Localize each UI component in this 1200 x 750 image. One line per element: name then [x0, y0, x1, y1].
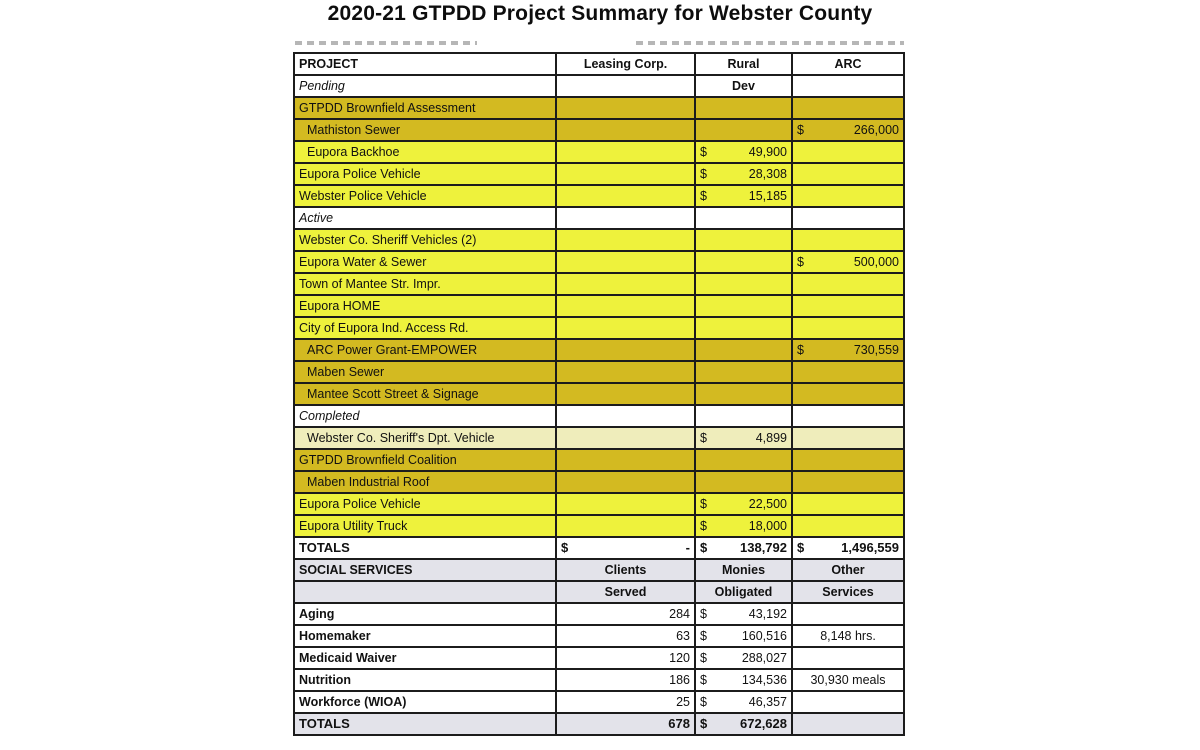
arc-cell: [792, 295, 904, 317]
arc-cell: [792, 493, 904, 515]
project-row: [294, 515, 904, 537]
social-header-row-2-other: Services: [792, 581, 904, 603]
project-row: [294, 163, 904, 185]
arc-cell: [792, 471, 904, 493]
social-header-row-2: [294, 581, 904, 603]
project-label: ARC Power Grant-EMPOWER: [294, 339, 556, 361]
project-row: [294, 273, 904, 295]
clients-served-cell: 25: [556, 691, 695, 713]
rural-cell: [695, 119, 792, 141]
leasing-cell: [556, 317, 695, 339]
project-label: Eupora Utility Truck: [294, 515, 556, 537]
arc-cell: [792, 163, 904, 185]
project-row: [294, 449, 904, 471]
arc-cell: [792, 97, 904, 119]
totals-label: TOTALS: [294, 537, 556, 559]
project-label: Maben Sewer: [294, 361, 556, 383]
other-services-cell: 8,148 hrs.: [792, 625, 904, 647]
arc-cell: [792, 185, 904, 207]
rural-cell: [695, 295, 792, 317]
rural-cell: $ 4,899: [695, 427, 792, 449]
project-label: Mathiston Sewer: [294, 119, 556, 141]
leasing-cell: [556, 141, 695, 163]
project-row: [294, 317, 904, 339]
arc-cell: [792, 361, 904, 383]
social-row: [294, 603, 904, 625]
leasing-cell: [556, 207, 695, 229]
social-totals-row: [294, 713, 904, 735]
rural-cell: $ 18,000: [695, 515, 792, 537]
project-row: [294, 427, 904, 449]
leasing-cell: [556, 361, 695, 383]
leasing-cell: [556, 75, 695, 97]
social-label: TOTALS: [294, 713, 556, 735]
leasing-cell: [556, 295, 695, 317]
project-label: GTPDD Brownfield Assessment: [294, 97, 556, 119]
project-row: [294, 383, 904, 405]
project-label: Eupora Police Vehicle: [294, 163, 556, 185]
leasing-cell: [556, 427, 695, 449]
totals-leasing: $ -: [556, 537, 695, 559]
social-row: [294, 625, 904, 647]
leasing-cell: [556, 229, 695, 251]
social-header-row-1-clients: Clients: [556, 559, 695, 581]
other-services-cell: [792, 647, 904, 669]
rural-cell: [695, 229, 792, 251]
social-label: Workforce (WIOA): [294, 691, 556, 713]
other-services-cell: [792, 713, 904, 735]
arc-cell: $ 266,000: [792, 119, 904, 141]
projects-totals-row: [294, 537, 904, 559]
social-row: [294, 691, 904, 713]
social-header-row-1: [294, 559, 904, 581]
rural-cell: [695, 207, 792, 229]
rural-cell: [695, 361, 792, 383]
col-header-project: PROJECT: [294, 53, 556, 75]
project-row: [294, 251, 904, 273]
project-label: Eupora Backhoe: [294, 141, 556, 163]
project-label: Maben Industrial Roof: [294, 471, 556, 493]
social-header-row-2-monies: Obligated: [695, 581, 792, 603]
clients-served-cell: 120: [556, 647, 695, 669]
monies-obligated-cell: $ 288,027: [695, 647, 792, 669]
clients-served-cell: 284: [556, 603, 695, 625]
social-header-row-2-label: [294, 581, 556, 603]
project-row: [294, 471, 904, 493]
social-label: Medicaid Waiver: [294, 647, 556, 669]
leasing-cell: [556, 97, 695, 119]
rural-cell: [695, 251, 792, 273]
leasing-cell: [556, 185, 695, 207]
leasing-cell: [556, 339, 695, 361]
arc-cell: $ 730,559: [792, 339, 904, 361]
project-label: Webster Co. Sheriff Vehicles (2): [294, 229, 556, 251]
projects-header-row: [294, 53, 904, 75]
monies-obligated-cell: $ 43,192: [695, 603, 792, 625]
rural-cell: [695, 339, 792, 361]
arc-cell: [792, 515, 904, 537]
col-header-rural: Rural: [695, 53, 792, 75]
social-label: Nutrition: [294, 669, 556, 691]
project-label: Town of Mantee Str. Impr.: [294, 273, 556, 295]
totals-arc: $ 1,496,559: [792, 537, 904, 559]
project-row: [294, 207, 904, 229]
leasing-cell: [556, 383, 695, 405]
rural-cell: $ 15,185: [695, 185, 792, 207]
rural-cell: $ 49,900: [695, 141, 792, 163]
project-row: [294, 493, 904, 515]
rural-cell: [695, 97, 792, 119]
project-label: Eupora Police Vehicle: [294, 493, 556, 515]
clients-served-cell: 186: [556, 669, 695, 691]
leasing-cell: [556, 471, 695, 493]
project-row: [294, 119, 904, 141]
project-label: Mantee Scott Street & Signage: [294, 383, 556, 405]
col-header-leasing: Leasing Corp.: [556, 53, 695, 75]
project-label: Active: [294, 207, 556, 229]
leasing-cell: [556, 273, 695, 295]
project-row: [294, 339, 904, 361]
totals-rural: $ 138,792: [695, 537, 792, 559]
social-header-row-1-monies: Monies: [695, 559, 792, 581]
rural-cell: $ 22,500: [695, 493, 792, 515]
project-label: Webster Police Vehicle: [294, 185, 556, 207]
other-services-cell: 30,930 meals: [792, 669, 904, 691]
monies-obligated-cell: $ 46,357: [695, 691, 792, 713]
rural-cell: [695, 273, 792, 295]
monies-obligated-cell: $ 134,536: [695, 669, 792, 691]
clients-served-cell: 63: [556, 625, 695, 647]
arc-cell: [792, 317, 904, 339]
project-label: Pending: [294, 75, 556, 97]
col-header-arc: ARC: [792, 53, 904, 75]
monies-obligated-cell: $ 672,628: [695, 713, 792, 735]
scan-artifact-left: [295, 41, 477, 45]
arc-cell: [792, 75, 904, 97]
project-row: [294, 229, 904, 251]
project-label: City of Eupora Ind. Access Rd.: [294, 317, 556, 339]
social-row: [294, 647, 904, 669]
leasing-cell: [556, 251, 695, 273]
clients-served-cell: 678: [556, 713, 695, 735]
arc-cell: [792, 383, 904, 405]
project-row: [294, 361, 904, 383]
social-row: [294, 669, 904, 691]
monies-obligated-cell: $ 160,516: [695, 625, 792, 647]
rural-cell: [695, 405, 792, 427]
rural-cell: [695, 383, 792, 405]
social-header-row-1-label: SOCIAL SERVICES: [294, 559, 556, 581]
project-row: [294, 97, 904, 119]
leasing-cell: [556, 163, 695, 185]
arc-cell: [792, 273, 904, 295]
project-label: GTPDD Brownfield Coalition: [294, 449, 556, 471]
arc-cell: [792, 405, 904, 427]
arc-cell: [792, 229, 904, 251]
rural-cell: [695, 449, 792, 471]
arc-cell: [792, 449, 904, 471]
other-services-cell: [792, 603, 904, 625]
social-header-row-2-clients: Served: [556, 581, 695, 603]
project-row: [294, 185, 904, 207]
rural-cell: $ 28,308: [695, 163, 792, 185]
project-row: [294, 75, 904, 97]
project-label: Webster Co. Sheriff's Dpt. Vehicle: [294, 427, 556, 449]
social-header-row-1-other: Other: [792, 559, 904, 581]
leasing-cell: [556, 493, 695, 515]
leasing-cell: [556, 515, 695, 537]
project-row: [294, 405, 904, 427]
project-row: [294, 295, 904, 317]
project-row: [294, 141, 904, 163]
leasing-cell: [556, 119, 695, 141]
rural-cell: Dev: [695, 75, 792, 97]
leasing-cell: [556, 449, 695, 471]
project-label: Eupora Water & Sewer: [294, 251, 556, 273]
project-label: Eupora HOME: [294, 295, 556, 317]
rural-cell: [695, 317, 792, 339]
social-label: Aging: [294, 603, 556, 625]
social-label: Homemaker: [294, 625, 556, 647]
other-services-cell: [792, 691, 904, 713]
arc-cell: $ 500,000: [792, 251, 904, 273]
arc-cell: [792, 141, 904, 163]
arc-cell: [792, 427, 904, 449]
scan-artifact-right: [636, 41, 904, 45]
project-summary-table: [293, 52, 905, 736]
project-label: Completed: [294, 405, 556, 427]
arc-cell: [792, 207, 904, 229]
rural-cell: [695, 471, 792, 493]
page-title: 2020-21 GTPDD Project Summary for Webster County: [327, 2, 873, 25]
leasing-cell: [556, 405, 695, 427]
